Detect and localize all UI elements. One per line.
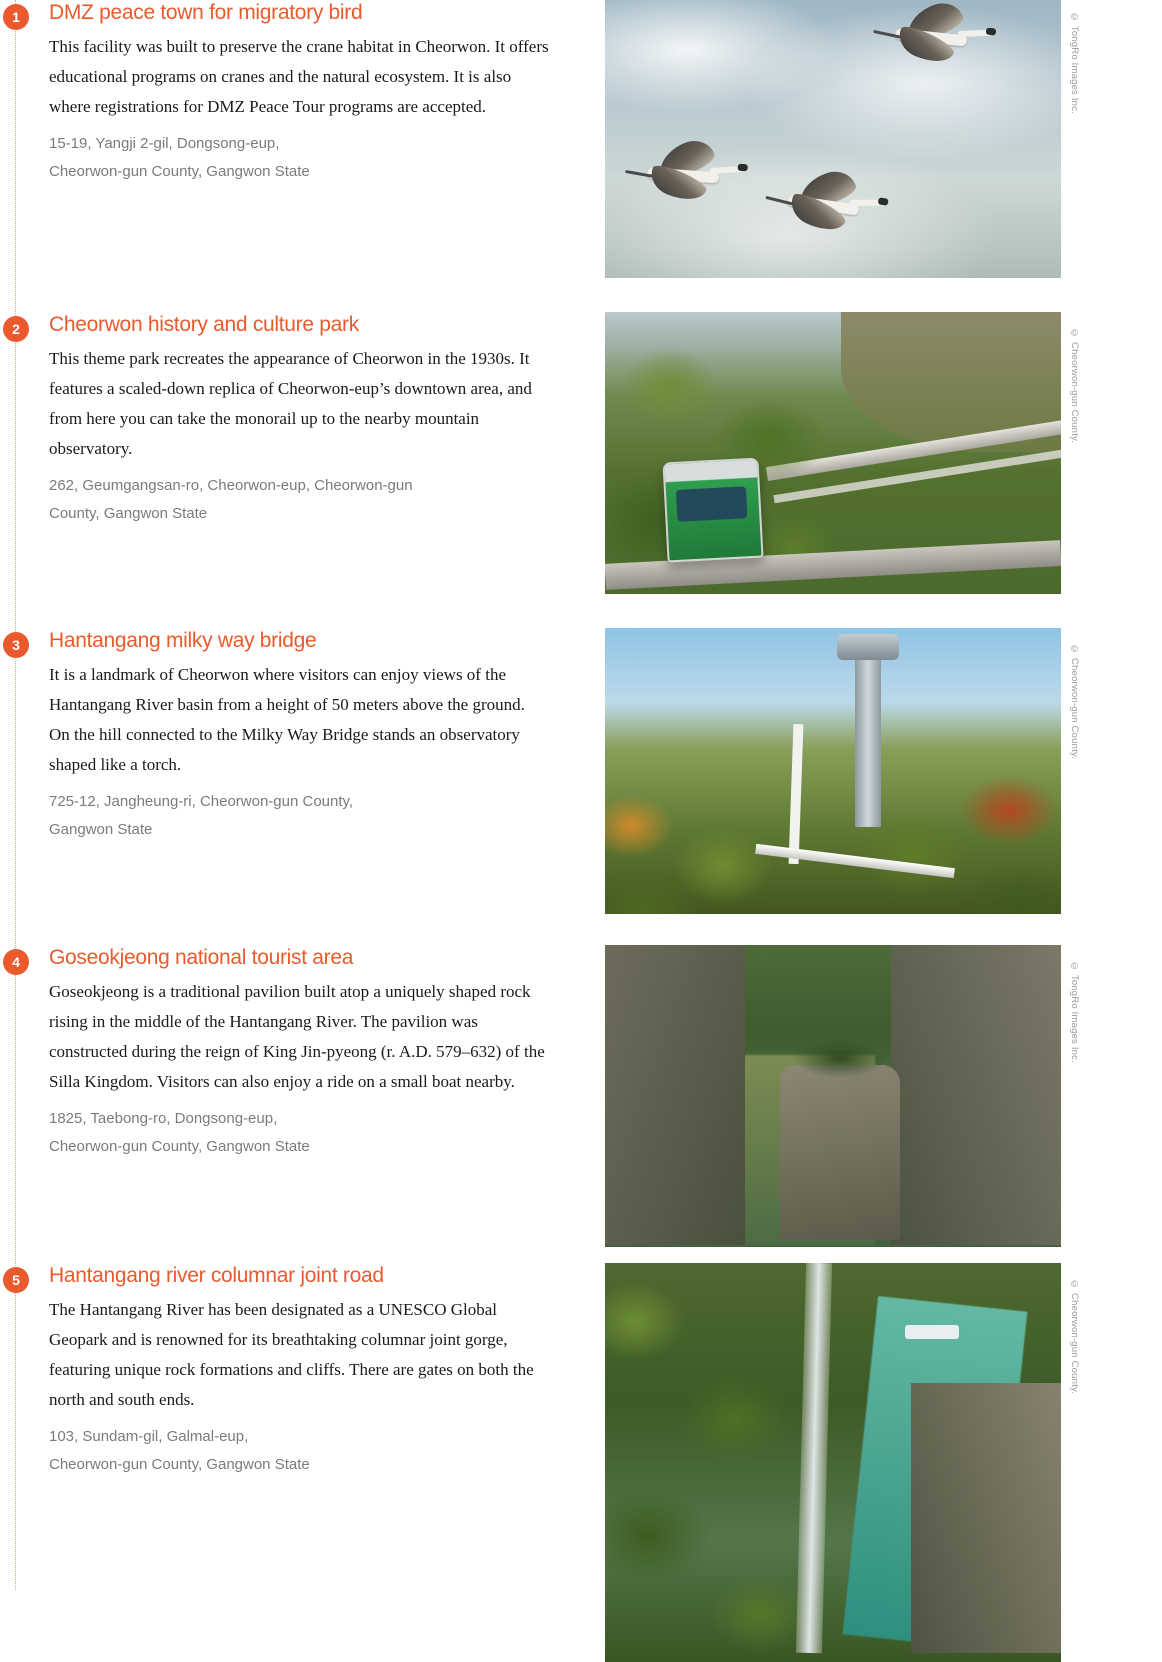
- entry-text-column: [49, 945, 549, 1161]
- entry-description: The Hantangang River has been designated as a UNESCO Global Geopark and is renowned for its breathtaking columnar joint gorge, featuring unique rock formations and cliffs. There are gates on both the north and south ends.: [49, 1300, 534, 1409]
- photo-credit: © Cheorwon-gun County.: [1069, 644, 1080, 760]
- timeline-dotted-line: [15, 0, 17, 1590]
- entry-number-badge: 5: [3, 1267, 29, 1293]
- entry-address-line-1: 15-19, Yangji 2-gil, Dongsong-eup,: [49, 135, 280, 152]
- entry-title: Hantangang river columnar joint road: [49, 1264, 384, 1287]
- entry-address-line-1: 262, Geumgangsan-ro, Cheorwon-eup, Cheorwon-gun: [49, 477, 413, 494]
- entry-description: This theme park recreates the appearance of Cheorwon in the 1930s. It features a scaled-down replica of Cheorwon-eup’s downtown area, and from here you can take the monorail up to the nearby mountain observatory.: [49, 349, 532, 458]
- entry-title: Cheorwon history and culture park: [49, 313, 359, 336]
- photo-credit: © Cheorwon-gun County.: [1069, 1279, 1080, 1395]
- entry-address-line-2: Gangwon State: [49, 821, 153, 838]
- photo-credit: © TongRo Images Inc.: [1069, 12, 1080, 114]
- photo-credit: © TongRo Images Inc.: [1069, 961, 1080, 1063]
- entry-title: DMZ peace town for migratory bird: [49, 1, 363, 24]
- columnar-joint-river-scene: [605, 1263, 1061, 1662]
- entry-address-line-1: 1825, Taebong-ro, Dongsong-eup,: [49, 1110, 278, 1127]
- entry-text-column: [49, 1263, 549, 1479]
- goseokjeong-rock-scene: [605, 945, 1061, 1247]
- entry-address-line-2: Cheorwon-gun County, Gangwon State: [49, 1138, 310, 1155]
- entry-number-badge: 2: [3, 316, 29, 342]
- entry-number-badge: 3: [3, 632, 29, 658]
- entry-number-badge: 1: [3, 4, 29, 30]
- entry-address-line-1: 103, Sundam-gil, Galmal-eup,: [49, 1428, 249, 1445]
- entry-photo: [605, 312, 1061, 594]
- crane-bird-icon: [623, 146, 746, 206]
- entry-number-badge: 4: [3, 949, 29, 975]
- entry-text-column: [49, 0, 549, 186]
- monorail-park-scene: [605, 312, 1061, 594]
- entry-address-line-2: Cheorwon-gun County, Gangwon State: [49, 1456, 310, 1473]
- entry-description: This facility was built to preserve the crane habitat in Cheorwon. It offers educational programs on cranes and the natural ecosystem. It is also where registrations for DMZ Peace Tour programs are accepted.: [49, 37, 549, 116]
- entry-photo: [605, 0, 1061, 278]
- entry-address-line-2: Cheorwon-gun County, Gangwon State: [49, 163, 310, 180]
- milky-way-bridge-scene: [605, 628, 1061, 914]
- entry-description: It is a landmark of Cheorwon where visitors can enjoy views of the Hantangang River basin from a height of 50 meters above the ground. On the hill connected to the Milky Way Bridge stands an observatory shaped like a torch.: [49, 665, 525, 774]
- entry-address-line-2: County, Gangwon State: [49, 505, 208, 522]
- entry-photo: [605, 1263, 1061, 1662]
- entry-text-column: [49, 312, 549, 528]
- entry-photo: [605, 628, 1061, 914]
- entry-text-column: [49, 628, 549, 844]
- entry-title: Goseokjeong national tourist area: [49, 946, 354, 969]
- entry-title: Hantangang milky way bridge: [49, 629, 317, 652]
- entry-photo: [605, 945, 1061, 1247]
- photo-credit: © Cheorwon-gun County.: [1069, 328, 1080, 444]
- entry-description: Goseokjeong is a traditional pavilion built atop a uniquely shaped rock rising in the middle of the Hantangang River. The pavilion was constructed during the reign of King Jin-pyeong (r. A.D. 579–632) of the Silla Kingdom. Visitors can also enjoy a ride on a small boat nearby.: [49, 982, 545, 1091]
- monorail-tram: [662, 458, 763, 563]
- entry-address-line-1: 725-12, Jangheung-ri, Cheorwon-gun County,: [49, 793, 354, 810]
